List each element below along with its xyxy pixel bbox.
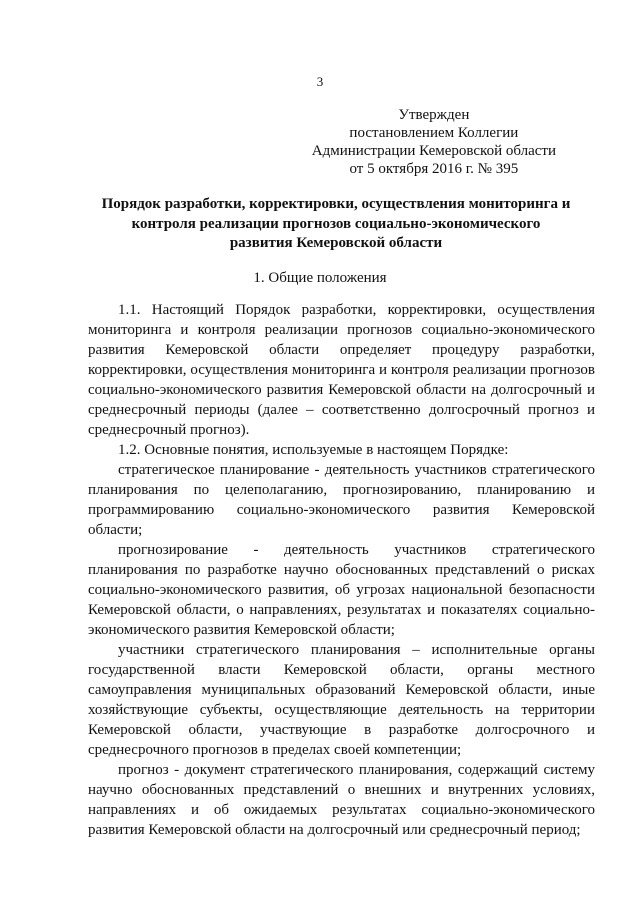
definition-forecasting: прогнозирование - деятельность участников стратегического планирования по разработке научно обоснованных представлений о рисках социально-экономического развития, об угрозах национальной безопасности Кемеровской области, о направлениях, результатах и показателях социально-экономического развития Кемеровской области; — [88, 542, 595, 638]
approval-line: Утвержден — [398, 107, 470, 123]
approval-line: от 5 октября 2016 г. № 395 — [349, 161, 519, 177]
page-number: 3 — [316, 74, 324, 89]
document-body — [88, 300, 595, 840]
title-line: контроля реализации прогнозов социально-экономического — [131, 215, 541, 232]
approval-line: Администрации Кемеровской области — [311, 143, 556, 159]
title-line: развития Кемеровской области — [229, 235, 443, 251]
paragraph-1-1: 1.1. Настоящий Порядок разработки, корректировки, осуществления мониторинга и контроля реализации прогнозов социально-экономического развития Кемеровской области определяет процедуру разработки, корректировки, осуществления мониторинга и контроля реализации прогнозов социально-экономического развития Кемеровской области на долгосрочный и среднесрочный периоды (далее – соответственно долгосрочный прогноз и среднесрочный прогноз). — [88, 302, 595, 438]
definition-strategic-planning: стратегическое планирование - деятельность участников стратегического планирования по целеполаганию, прогнозированию, планированию и программированию социально-экономического развития Кемеровской области; — [88, 462, 595, 538]
approval-line: постановлением Коллегии — [349, 125, 519, 141]
definition-participants: участники стратегического планирования – исполнительные органы государственной власти Кемеровской области, органы местного самоуправления муниципальных образований Кемеровской области, иные хозяйствующие субъекты, осуществляющие деятельность на территории Кемеровской области, участвующие в разработке долгосрочного и среднесрочного прогнозов в пределах своей компетенции; — [88, 642, 595, 758]
title-line: Порядок разработки, корректировки, осуществления мониторинга и — [101, 196, 571, 212]
document-title — [92, 195, 580, 254]
paragraph-1-2: 1.2. Основные понятия, используемые в настоящем Порядке: — [118, 442, 509, 458]
definition-forecast: прогноз - документ стратегического планирования, содержащий систему научно обоснованных представлений о внешних и внутренних условиях, направлениях и об ожидаемых результатах социально-экономического развития Кемеровской области на долгосрочный или среднесрочный период; — [88, 762, 595, 838]
approval-stamp — [312, 106, 556, 178]
section-heading: 1. Общие положения — [253, 270, 387, 286]
